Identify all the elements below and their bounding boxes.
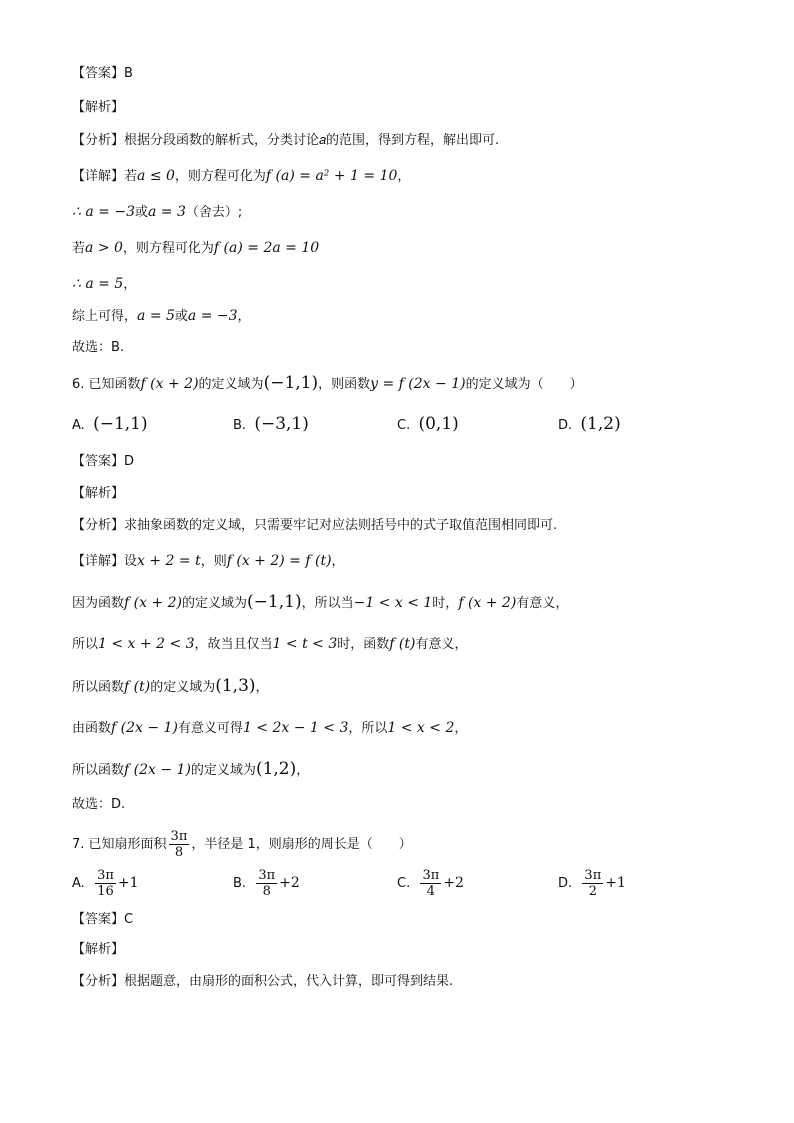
q7-area-fraction: $\frac{3\pi}{8}$ xyxy=(170,829,188,860)
q6-stem: 6. 已知函数f (x + 2)的定义域为(−1,1)，则函数y = f (2x − 1)的定义域为（ ） xyxy=(72,373,583,393)
q6-answer: 【答案】D xyxy=(72,454,135,469)
q7-answer: 【答案】C xyxy=(72,912,134,927)
q6-detail-line-3: 所以1 < x + 2 < 3，故当且仅当1 < t < 3时，函数f (t)有意义， xyxy=(72,636,468,652)
q6-choose: 故选：D. xyxy=(72,797,126,812)
q5-detail-line-4: ∴ a = 5， xyxy=(72,276,137,292)
q5-detail-line-2: ∴ a = −3或a = 3（舍去）; xyxy=(72,204,243,220)
q6-option-c: C. (0,1) xyxy=(397,414,459,434)
q6-option-b: B. (−3,1) xyxy=(233,414,309,434)
q6-detail-line-6: 所以函数f (2x − 1)的定义域为(1,2)， xyxy=(72,759,310,779)
q6-analysis: 【分析】求抽象函数的定义域，只需要牢记对应法则括号中的式子取值范围相同即可. xyxy=(72,518,558,533)
q7-option-a: A. $\frac{3\pi}{16}$ +1 xyxy=(72,868,139,899)
q7-stem: 7. 已知扇形面积 $\frac{3\pi}{8}$ ，半径是 1，则扇形的周长是（ ） xyxy=(72,829,412,860)
q7-option-c: C. $\frac{3\pi}{4}$ +2 xyxy=(397,868,464,899)
q6-detail-line-1: 【详解】设x + 2 = t，则f (x + 2) = f (t)， xyxy=(72,553,345,569)
q5-analysis: 【分析】根据分段函数的解析式，分类讨论𝑎的范围，得到方程，解出即可. xyxy=(72,133,500,148)
q6-jiexi-heading: 【解析】 xyxy=(72,486,125,501)
q5-detail-line-1: 【详解】若a ≤ 0，则方程可化为f (a) = a² + 1 = 10， xyxy=(72,168,411,184)
q5-choose: 故选：B. xyxy=(72,340,125,355)
q6-detail-line-5: 由函数f (2x − 1)有意义可得1 < 2x − 1 < 3，所以1 < x < 2， xyxy=(72,720,468,736)
q6-detail-line-4: 所以函数f (t)的定义域为(1,3)， xyxy=(72,676,269,696)
q7-analysis: 【分析】根据题意，由扇形的面积公式，代入计算，即可得到结果. xyxy=(72,974,454,989)
q7-jiexi-heading: 【解析】 xyxy=(72,942,125,957)
q6-option-d: D. (1,2) xyxy=(558,414,621,434)
q7-option-d: D. $\frac{3\pi}{2}$ +1 xyxy=(558,868,626,899)
q5-detail-line-5: 综上可得，a = 5或a = −3， xyxy=(72,308,251,324)
q5-jiexi-heading: 【解析】 xyxy=(72,100,125,115)
q6-detail-line-2: 因为函数f (x + 2)的定义域为(−1,1)，所以当−1 < x < 1时，f (x + 2)有意义， xyxy=(72,592,569,612)
q5-detail-line-3: 若a > 0，则方程可化为f (a) = 2a = 10 xyxy=(72,240,320,256)
q6-option-a: A. (−1,1) xyxy=(72,414,148,434)
q5-answer: 【答案】B xyxy=(72,66,133,81)
q7-option-b: B. $\frac{3\pi}{8}$ +2 xyxy=(233,868,300,899)
